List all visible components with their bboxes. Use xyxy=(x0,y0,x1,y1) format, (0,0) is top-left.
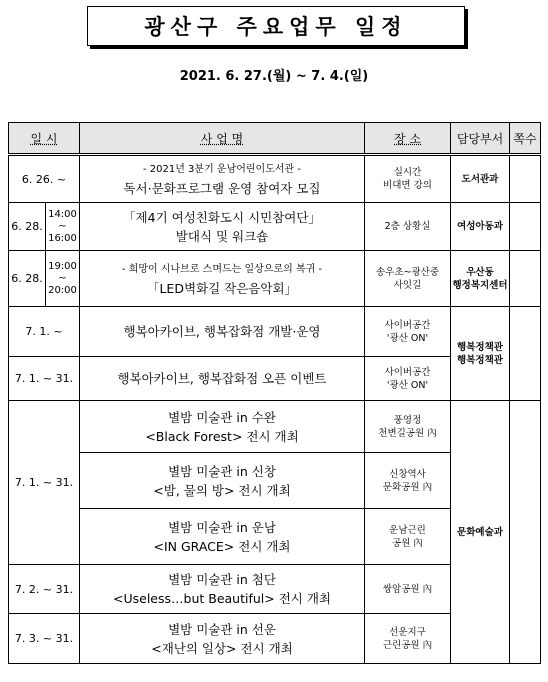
row-page xyxy=(510,203,541,251)
table-row xyxy=(9,401,541,453)
row-page xyxy=(510,251,541,307)
schedule-period: 2021. 6. 27.(월) ~ 7. 4.(일) xyxy=(179,69,369,84)
row-page xyxy=(510,307,541,401)
row-place: 실시간 비대면 강의 xyxy=(365,155,451,203)
row-place: 운남근린 공원 內 xyxy=(365,509,451,565)
header-date: 일 시 xyxy=(9,123,80,155)
table-row xyxy=(9,203,541,251)
row-title: 행복아카이브, 행복잡화점 개발·운영 xyxy=(80,307,365,357)
header-dept: 담당부서 xyxy=(451,123,510,155)
table-row xyxy=(9,251,541,307)
row-place: 선운지구 근린공원 內 xyxy=(365,614,451,664)
row-page xyxy=(510,155,541,203)
row-place: 쌍암공원 內 xyxy=(365,565,451,614)
row-date-merged: 7. 1. ~ 31. xyxy=(9,401,80,565)
row-dept-merged: 행복정책관 행복정책관 xyxy=(451,307,510,401)
header-title: 사 업 명 xyxy=(80,123,365,155)
row-date: 7. 1. ~ xyxy=(9,307,80,357)
row-title: 별밤 미술관 in 신창 <밤, 물의 방> 전시 개최 xyxy=(80,453,365,509)
row-date: 6. 26. ~ xyxy=(9,155,80,203)
row-title: - 희망이 시나브로 스며드는 일상으로의 복귀 - 「LED벽화길 작은음악회」 xyxy=(80,251,365,307)
row-date: 6. 28. xyxy=(9,251,46,307)
row-title: 별밤 미술관 in 수완 <Black Forest> 전시 개최 xyxy=(80,401,365,453)
row-date: 6. 28. xyxy=(9,203,46,251)
row-page xyxy=(510,401,541,664)
row-dept: 여성아동과 xyxy=(451,203,510,251)
row-date: 7. 2. ~ 31. xyxy=(9,565,80,614)
row-dept-merged: 문화예술과 xyxy=(451,401,510,664)
table-row xyxy=(9,307,541,357)
row-date: 7. 1. ~ 31. xyxy=(9,357,80,401)
row-dept: 도서관과 xyxy=(451,155,510,203)
row-place: 신창역사 문화공원 內 xyxy=(365,453,451,509)
row-title: 행복아카이브, 행복잡화점 오픈 이벤트 xyxy=(80,357,365,401)
row-place: 사이버공간 '광산 ON' xyxy=(365,307,451,357)
row-place: 2층 상황실 xyxy=(365,203,451,251)
document-title: 광산구 주요업무 일정 xyxy=(87,6,465,46)
row-title: 별밤 미술관 in 선운 <재난의 일상> 전시 개최 xyxy=(80,614,365,664)
table-header-row xyxy=(9,123,541,155)
row-time: 19:00 ~ 20:00 xyxy=(46,251,80,307)
row-title: - 2021년 3분기 운남어린이도서관 - 독서·문화프로그램 운영 참여자 모집 xyxy=(80,155,365,203)
row-title: 별밤 미술관 in 운남 <IN GRACE> 전시 개최 xyxy=(80,509,365,565)
row-title: 「제4기 여성친화도시 시민참여단」 발대식 및 워크숍 xyxy=(80,203,365,251)
table-row xyxy=(9,155,541,203)
row-title: 별밤 미술관 in 첨단 <Useless…but Beautiful> 전시 개최 xyxy=(80,565,365,614)
row-place: 사이버공간 '광산 ON' xyxy=(365,357,451,401)
header-page: 쪽수 xyxy=(510,123,541,155)
row-time: 14:00 ~ 16:00 xyxy=(46,203,80,251)
schedule-table xyxy=(8,122,541,664)
row-place: 풍영정 천변길공원 內 xyxy=(365,401,451,453)
header-place: 장 소 xyxy=(365,123,451,155)
row-dept: 우산동 행정복지센터 xyxy=(451,251,510,307)
row-place: 송우초~광산중 사잇길 xyxy=(365,251,451,307)
row-date: 7. 3. ~ 31. xyxy=(9,614,80,664)
